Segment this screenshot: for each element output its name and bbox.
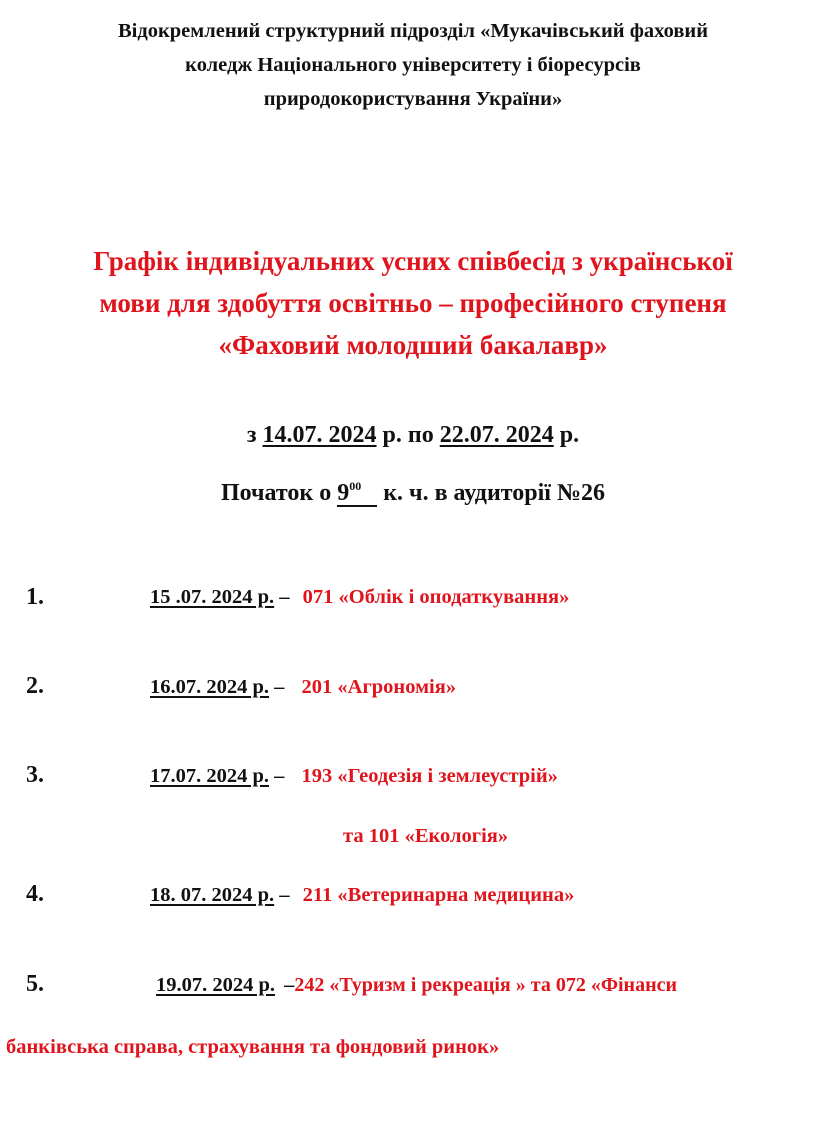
item-program: 242 «Туризм і рекреація » та 072 «Фінанси <box>294 974 678 996</box>
schedule-item <box>150 884 574 907</box>
start-time <box>337 474 377 507</box>
item-dash: – <box>284 974 295 996</box>
item-number: 5. <box>26 971 44 997</box>
period-line <box>0 422 826 449</box>
item-date: 17.07. 2024 р. <box>150 765 270 787</box>
item-number: 2. <box>26 673 44 699</box>
period-prefix: з <box>246 422 257 448</box>
item-number: 1. <box>26 584 44 610</box>
item-date: 18. 07. 2024 р. <box>150 884 275 906</box>
start-hour: 9 <box>337 480 350 506</box>
item-program: 211 «Ветеринарна медицина» <box>302 884 575 906</box>
item-dash: – <box>274 765 285 787</box>
header-line: Відокремлений структурний підрозділ «Мукачівський фаховий <box>117 20 709 42</box>
period-to-date: 22.07. 2024 <box>439 422 554 448</box>
item-date: 16.07. 2024 р. <box>150 676 270 698</box>
header-line: коледж Національного університету і біоресурсів <box>185 54 641 76</box>
item-number: 3. <box>26 762 44 788</box>
title-line: «Фаховий молодший бакалавр» <box>218 330 608 360</box>
start-suffix: к. ч. в аудиторії №26 <box>383 480 606 506</box>
item-program: 193 «Геодезія і землеустрій» <box>301 765 558 787</box>
schedule-item <box>150 676 456 699</box>
period-mid: р. по <box>382 422 434 448</box>
item-date: 19.07. 2024 р. <box>156 974 276 996</box>
item-date: 15 .07. 2024 р. <box>150 586 275 608</box>
item-program: 071 «Облік і оподаткування» <box>302 586 570 608</box>
item-dash: – <box>279 586 290 608</box>
period-from-date: 14.07. 2024 <box>262 422 377 448</box>
start-prefix: Початок о <box>220 480 332 506</box>
item-continuation: та 101 «Екологія» <box>343 825 509 847</box>
item-dash: – <box>279 884 290 906</box>
period-suffix: р. <box>559 422 580 448</box>
schedule-item <box>156 974 677 997</box>
title-line: мови для здобуття освітньо – професійного ступеня <box>99 288 727 318</box>
start-line <box>0 474 826 507</box>
item-program: 201 «Агрономія» <box>301 676 457 698</box>
item-dash: – <box>274 676 285 698</box>
schedule-item <box>150 586 569 609</box>
institution-header <box>0 14 826 116</box>
header-line: природокористування України» <box>263 88 563 110</box>
start-minutes: 00 <box>349 479 362 493</box>
item-continuation: банківська справа, страхування та фондовий ринок» <box>6 1036 500 1058</box>
schedule-item <box>150 765 558 788</box>
item-number: 4. <box>26 881 44 907</box>
title-line: Графік індивідуальних усних співбесід з української <box>93 246 733 276</box>
document-title <box>0 240 826 366</box>
